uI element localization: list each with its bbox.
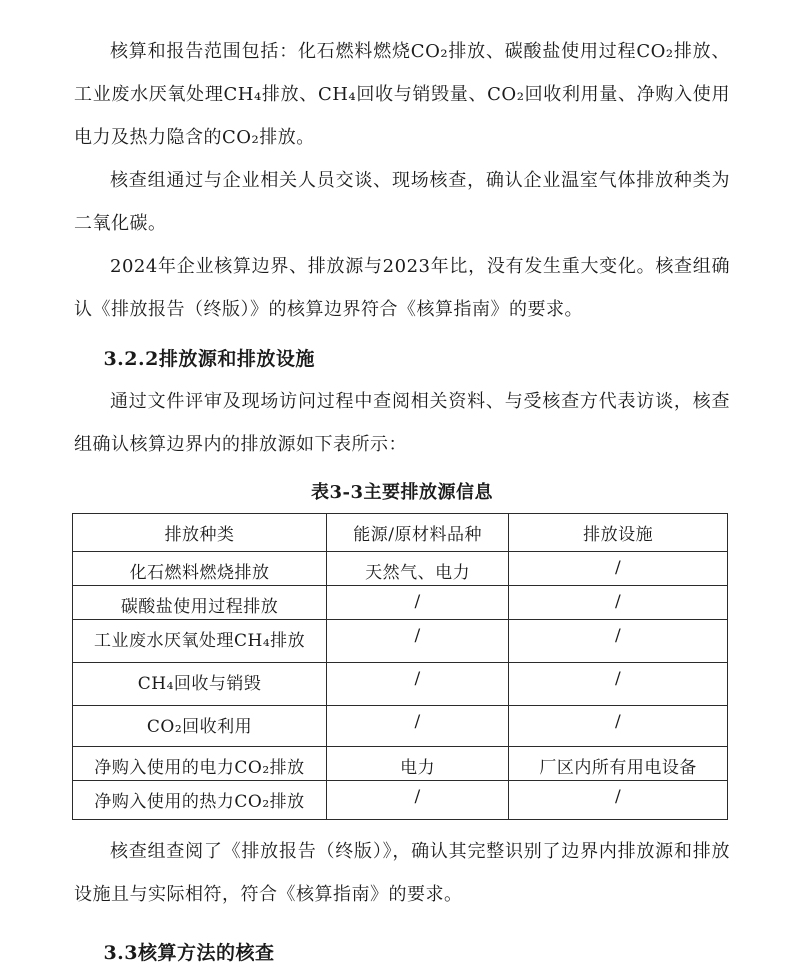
paragraph-scope: 核算和报告范围包括：化石燃料燃烧CO₂排放、碳酸盐使用过程CO₂排放、工业废水厌氧处理CH₄排放、CH₄回收与销毁量、CO₂回收利用量、净购入使用电力及热力隐含的CO₂排放。: [74, 41, 730, 148]
paragraph-boundary-change: 2024年企业核算边界、排放源与2023年比，没有发生重大变化。核查组确认《排放报告（终版）》的核算边界符合《核算指南》的要求。: [74, 256, 730, 320]
section-heading-3-2-2: 3.2.2排放源和排放设施: [103, 348, 315, 370]
table-cell: CH₄回收与销毁: [73, 663, 327, 706]
table-cell: /: [327, 586, 509, 620]
table-cell: 天然气、电力: [327, 552, 509, 586]
table-cell: 厂区内所有用电设备: [509, 747, 728, 781]
table-cell: CO₂回收利用: [73, 706, 327, 747]
table-cell: /: [327, 706, 509, 747]
table-cell: /: [327, 781, 509, 820]
table-cell: 工业废水厌氧处理CH₄排放: [73, 620, 327, 663]
table-cell: 净购入使用的电力CO₂排放: [73, 747, 327, 781]
table-cell: /: [509, 620, 728, 663]
table-caption: 表3-3主要排放源信息: [310, 482, 494, 503]
table-cell: 碳酸盐使用过程排放: [73, 586, 327, 620]
header-cell-facility: 排放设施: [509, 514, 728, 552]
table-cell: /: [509, 781, 728, 820]
table-cell: /: [509, 552, 728, 586]
table-cell: 电力: [327, 747, 509, 781]
table-row: [73, 663, 728, 706]
table-row: [73, 781, 728, 820]
table-row: [73, 747, 728, 781]
paragraph-gas-types: 核查组通过与企业相关人员交谈、现场核查，确认企业温室气体排放种类为二氧化碳。: [74, 170, 730, 234]
table-row: [73, 706, 728, 747]
section-heading-3-3: 3.3核算方法的核查: [103, 942, 275, 964]
table-cell: /: [327, 620, 509, 663]
table-cell: 化石燃料燃烧排放: [73, 552, 327, 586]
table-cell: /: [509, 706, 728, 747]
table-row: [73, 552, 728, 586]
paragraph-table-conclusion: 核查组查阅了《排放报告（终版）》，确认其完整识别了边界内排放源和排放设施且与实际相符，符合《核算指南》的要求。: [74, 841, 730, 905]
table-row: [73, 620, 728, 663]
table-cell: /: [509, 586, 728, 620]
emission-sources-table: [72, 513, 728, 820]
header-cell-emission-type: 排放种类: [73, 514, 327, 552]
table-header-row: [73, 514, 728, 552]
table-cell: /: [327, 663, 509, 706]
paragraph-table-intro: 通过文件评审及现场访问过程中查阅相关资料、与受核查方代表访谈，核查组确认核算边界内的排放源如下表所示：: [74, 391, 730, 455]
table-row: [73, 586, 728, 620]
table-cell: /: [509, 663, 728, 706]
table-cell: 净购入使用的热力CO₂排放: [73, 781, 327, 820]
header-cell-energy-material: 能源/原材料品种: [327, 514, 509, 552]
